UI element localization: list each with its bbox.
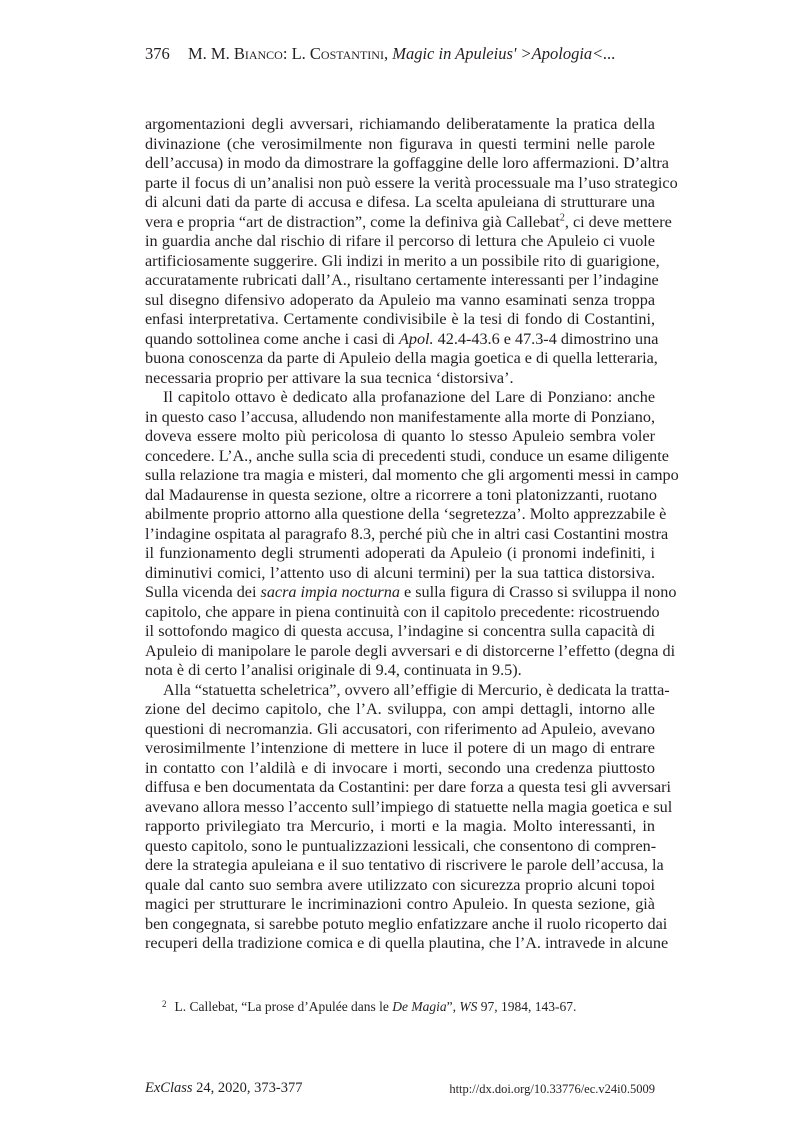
text-line xyxy=(145,778,672,798)
footnote-ref: dere la strategia apuleiana e il suo tentativo di riscrivere le parole dell’accusa, la xyxy=(145,856,664,874)
footnote-ref: recuperi della tradizione comica e di quella plautina, che l’A. intravede in alcune xyxy=(145,934,669,952)
text-line xyxy=(145,329,659,350)
text-line xyxy=(145,602,660,623)
footnote-ref: avevano allora messo l’accento sull’impiego di statuette nella magia goetica e sul xyxy=(145,797,673,816)
text-line xyxy=(145,291,655,311)
reviewer-name: M. M. Bianco xyxy=(188,44,283,63)
text-line xyxy=(145,641,676,662)
footnote-2 xyxy=(162,999,576,1015)
footnote-ref: questo capitolo, sono le puntualizzazioni lessicali, che consentono di compren- xyxy=(145,836,657,855)
footnote-ref: verosimilmente l’intenzione di mettere in luce il potere di un mago di entrare xyxy=(145,739,655,757)
footnote-ref: in contatto con l’aldilà e di invocare i morti, secondo una credenza piuttosto xyxy=(145,758,655,777)
footnote-ref: divinazione (che verosimilmente non figurava in questi termini nelle parole xyxy=(145,134,655,153)
text-line xyxy=(145,232,655,252)
footnote-title: De Magia xyxy=(392,999,447,1014)
running-header xyxy=(188,44,616,64)
text-line xyxy=(145,212,672,233)
footnote-ref: il funzionamento degli strumenti adoperati da Apuleio (i pronomi indefiniti, i xyxy=(145,544,655,562)
text-line xyxy=(145,524,669,545)
footnote-journal: WS xyxy=(459,999,478,1014)
footnote-ref: concedere. L’A., anche sulla scia di precedenti studi, conduce un esame diligente xyxy=(145,446,669,465)
italic-term: Apol. xyxy=(398,329,434,348)
separator: : xyxy=(282,44,292,63)
footnote-ref: magici per strutturare le incriminazioni contro Apuleio. In questa sezione, già xyxy=(145,895,655,913)
footnote-ref: vera e propria “art de distraction”, come la definiva già Callebat xyxy=(145,212,560,231)
text-line xyxy=(145,349,658,369)
footnote-ref: , ci deve mettere xyxy=(564,212,672,231)
text-line xyxy=(145,446,669,467)
footnote-ref: 42.4-43.6 e 47.3-4 dimostrino una xyxy=(433,329,659,348)
text-line xyxy=(145,135,655,155)
text-line xyxy=(145,251,660,272)
text-line xyxy=(145,720,655,740)
footnote-ref: quale dal canto suo sembra avere utilizzato con sicurezza proprio alcuni topoi xyxy=(145,875,655,894)
footnote-text: L. Callebat, “La prose d’Apulée dans le xyxy=(174,999,393,1014)
footnote-ref: sul disegno difensivo adoperato da Apuleio ma vanno esaminati senza troppa xyxy=(145,290,655,309)
text-line xyxy=(145,388,655,408)
book-title: Magic in Apuleius' >Apologia<... xyxy=(392,44,616,63)
text-line xyxy=(145,466,679,486)
volume-info: 24, 2020, 373-377 xyxy=(192,1080,303,1096)
footnote-text: 97, 1984, 143-67. xyxy=(477,999,577,1014)
text-line xyxy=(145,739,655,759)
footnote-ref: diffusa e ben documentata da Costantini: per dare forza a questa tesi gli avversari xyxy=(145,778,672,796)
footnote-ref: buona conoscenza da parte di Apuleio della magia goetica e di quella letteraria, xyxy=(145,349,658,367)
text-line xyxy=(145,583,677,603)
footnote-ref: questioni di necromanzia. Gli accusatori, con riferimento ad Apuleio, avevano xyxy=(145,719,655,738)
footnote-ref: diminutivi comici, l’attento uso di alcuni termini) per la sua tattica distorsiva. xyxy=(145,563,655,582)
footnote-ref: necessaria proprio per attivare la sua tecnica ‘distorsiva’. xyxy=(145,368,514,387)
text-line xyxy=(145,427,655,447)
footnote-ref: accuratamente rubricati dall’A., risultano certamente interessanti per l’indagine xyxy=(145,271,659,289)
footnote-ref: doveva essere molto più pericolosa di quanto lo stesso Apuleio sembra voler xyxy=(145,427,655,445)
text-line xyxy=(145,173,678,194)
text-line xyxy=(145,310,655,330)
text-line xyxy=(145,505,667,525)
separator: , xyxy=(383,44,393,63)
footnote-ref: abilmente proprio attorno alla questione della ‘segretezza’. Molto apprezzabile è xyxy=(145,505,667,523)
italic-term: sacra impia nocturna xyxy=(260,583,400,601)
text-line xyxy=(145,837,655,857)
footnote-ref: Apuleio di manipolare le parole degli avversari e di distorcerne l’effetto (degna di xyxy=(145,641,676,660)
footnote-text: ”, xyxy=(446,999,460,1014)
book-author: L. Costantini xyxy=(291,44,384,63)
footnote-ref: rapporto privilegiato tra Mercurio, i morti e la magia. Molto interessanti, in xyxy=(145,817,655,835)
footnote-ref: 2 xyxy=(559,212,565,224)
body-text xyxy=(145,115,679,954)
footnote-ref: il sottofondo magico di questa accusa, l’indagine si concentra sulla capacità di xyxy=(145,622,655,640)
footnote-ref: zione del decimo capitolo, che l’A. sviluppa, con ampi dettagli, intorno alle xyxy=(145,700,655,718)
footnote-ref: quando sottolinea come anche i casi di xyxy=(145,329,399,348)
text-line xyxy=(145,895,655,915)
footnote-ref: l’indagine ospitata al paragrafo 8.3, perché più che in altri casi Costantini mostra xyxy=(145,524,669,543)
journal-name: ExClass xyxy=(145,1080,193,1096)
footnote-ref: dell’accusa) in modo da dimostrare la goffaggine delle loro affermazioni. D’altra xyxy=(145,154,669,172)
footnote-ref: parte il focus di un’analisi non può essere la verità processuale ma l’uso strategico xyxy=(145,173,678,192)
footnote-ref: Alla “statuetta scheletrica”, ovvero all’effigie di Mercurio, è dedicata la tratta- xyxy=(163,680,670,699)
footnote-ref: dal Madaurense in questa sezione, oltre a ricorrere a toni platonizzanti, ruotano xyxy=(145,485,657,504)
text-line xyxy=(145,622,655,642)
footnote-ref: in questo caso l’accusa, alludendo non manifestamente alla morte di Ponziano, xyxy=(145,407,655,426)
page-number: 376 xyxy=(145,44,170,63)
text-line xyxy=(145,680,670,701)
text-line xyxy=(145,193,655,213)
text-line xyxy=(145,408,655,428)
footnote-ref: Il capitolo ottavo è dedicato alla profanazione del Lare di Ponziano: anche xyxy=(163,388,655,406)
text-line xyxy=(145,369,655,389)
text-line xyxy=(145,797,673,818)
footnote-ref: sulla relazione tra magia e misteri, dal momento che gli argomenti messi in campo xyxy=(145,466,679,484)
text-line xyxy=(145,759,655,779)
text-line xyxy=(145,115,655,135)
footnote-ref: di alcuni dati da parte di accusa e difesa. La scelta apuleiana di strutturare una xyxy=(145,193,655,211)
text-line xyxy=(145,564,655,584)
doi-link[interactable]: http://dx.doi.org/10.33776/ec.v24i0.5009 xyxy=(449,1082,655,1096)
footnote-ref: artificiosamente suggerire. Gli indizi in merito a un possibile rito di guarigione, xyxy=(145,251,660,270)
footnote-ref: enfasi interpretativa. Certamente condivisibile è la tesi di fondo di Costantini, xyxy=(145,310,655,328)
footnote-ref: nota è di certo l’analisi originale di 9.4, continuata in 9.5). xyxy=(145,661,522,679)
text-line xyxy=(145,934,669,954)
text-line xyxy=(145,661,655,681)
footnote-ref: ben congegnata, si sarebbe potuto meglio enfatizzare anche il ruolo ricoperto dai xyxy=(145,914,668,933)
footnote-ref: Sulla vicenda dei xyxy=(145,583,261,601)
footer-citation xyxy=(145,1080,303,1097)
text-line xyxy=(145,486,655,506)
footnote-number: 2 xyxy=(162,999,167,1009)
text-line xyxy=(145,856,664,876)
text-line xyxy=(145,817,655,837)
text-line xyxy=(145,154,669,174)
footnote-ref: e sulla figura di Crasso si sviluppa il nono xyxy=(399,583,677,601)
text-line xyxy=(145,700,655,720)
footnote-ref: in guardia anche dal rischio di rifare il percorso di lettura che Apuleio ci vuole xyxy=(145,232,655,250)
text-line xyxy=(145,544,655,564)
footnote-ref: capitolo, che appare in piena continuità con il capitolo precedente: ricostruendo xyxy=(145,602,660,621)
text-line xyxy=(145,876,655,896)
text-line xyxy=(145,271,659,291)
text-line xyxy=(145,914,668,935)
footnote-ref: argomentazioni degli avversari, richiamando deliberatamente la pratica della xyxy=(145,115,655,133)
